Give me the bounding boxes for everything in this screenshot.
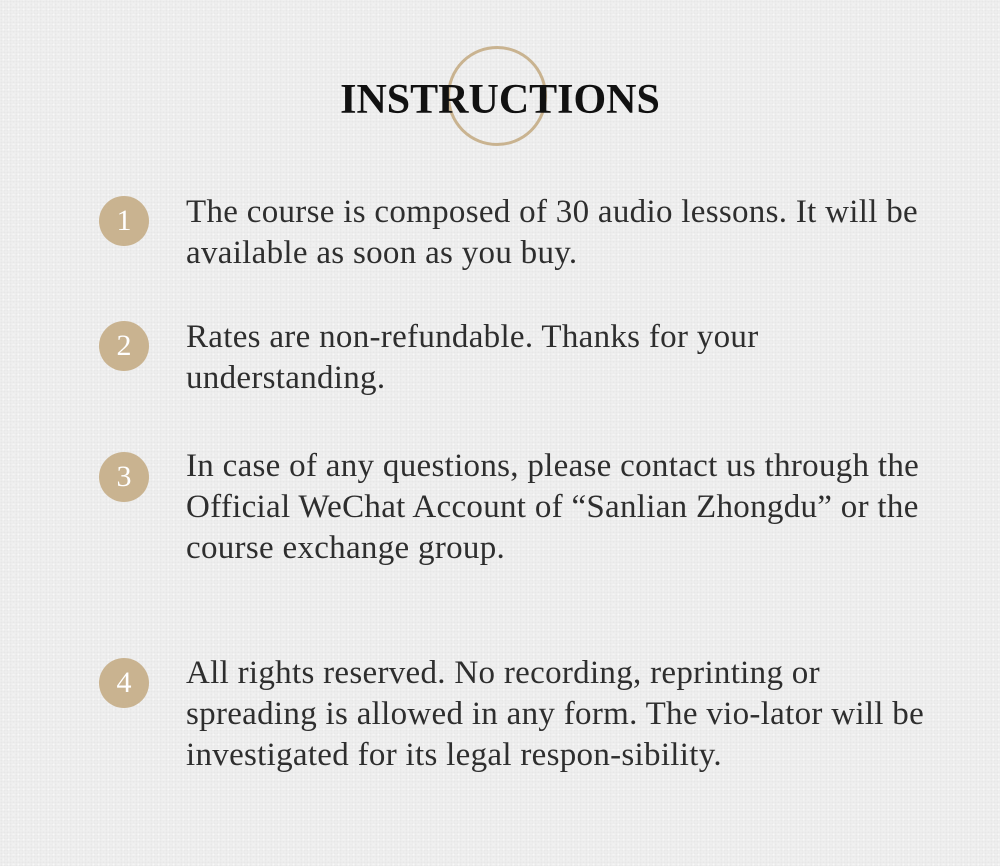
item-text: The course is composed of 30 audio lessons. It will be available as soon as you buy.	[186, 194, 918, 271]
item-text: In case of any questions, please contact us through the Official WeChat Account of “Sanlian Zhongdu” or the course exchange group.	[186, 448, 920, 566]
page-title: INSTRUCTIONS	[340, 77, 660, 123]
item-text: Rates are non-refundable. Thanks for your understanding.	[186, 319, 759, 396]
item-number-badge: 3	[99, 452, 149, 502]
item-number-badge: 1	[99, 196, 149, 246]
item-number-badge: 4	[99, 658, 149, 708]
title-block	[0, 46, 1000, 156]
item-number-badge: 2	[99, 321, 149, 371]
item-text: All rights reserved. No recording, reprinting or spreading is allowed in any form. The vio-lator will be investigated for its legal respon-sibility.	[186, 655, 925, 773]
